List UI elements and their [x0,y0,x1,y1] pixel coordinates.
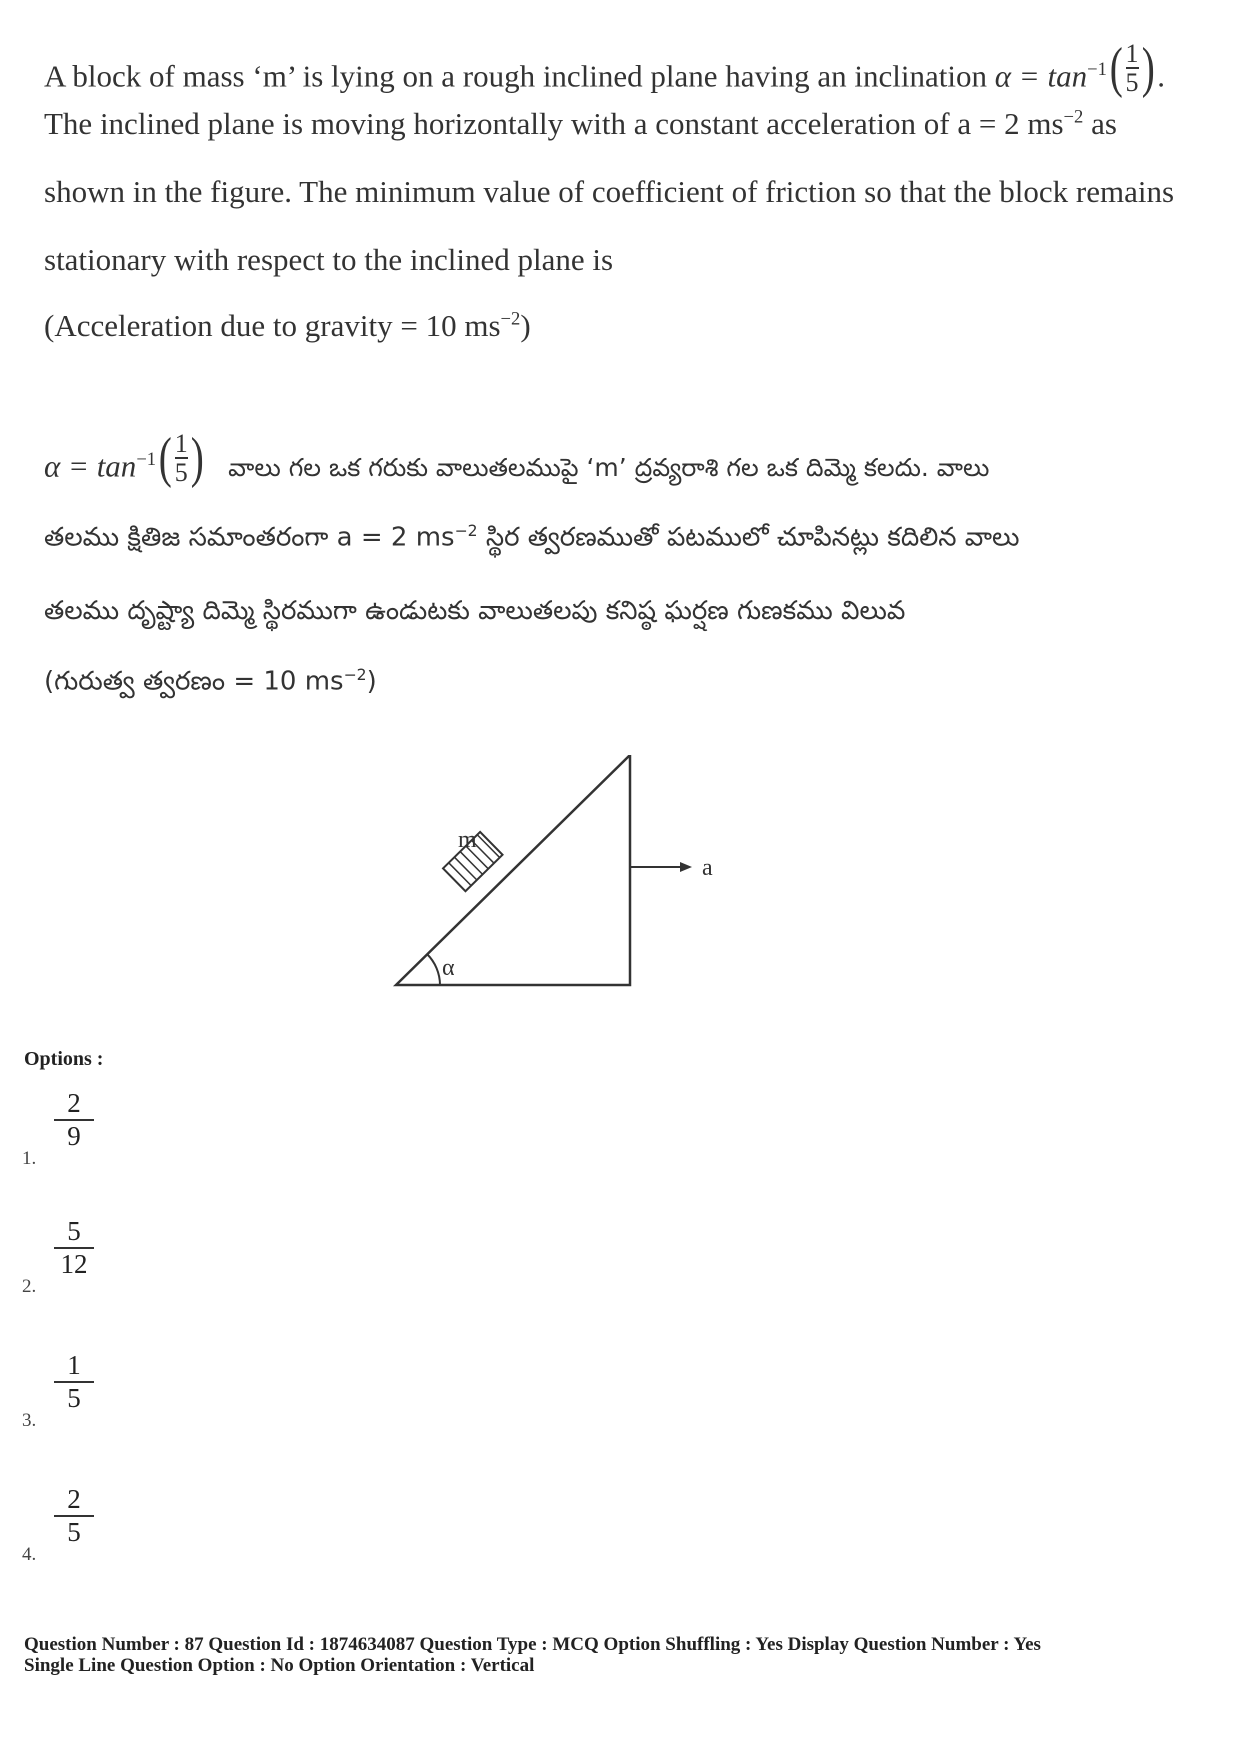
question-text: as [1083,106,1117,141]
option-number: 3. [22,1410,37,1431]
question-line-5 [44,308,531,344]
question-line-3: shown in the figure. The minimum value of coefficient of friction so that the block remains [44,174,1175,209]
fraction-numerator: 1 [174,429,188,458]
option-numerator: 2 [67,1088,81,1118]
fraction [175,430,188,487]
question-text: The inclined plane is moving horizontally with a constant acceleration of a = 2 ms [44,106,1064,141]
telugu-line-1 [44,427,990,490]
mass-label: m [458,827,477,853]
option-denominator: 12 [54,1247,94,1280]
telugu-line-4 [44,666,377,703]
option-fraction [54,1216,94,1280]
inverse-exponent: −1 [136,448,157,470]
arrow-head-icon [680,862,692,872]
telugu-text: ) [366,666,377,697]
telugu-line-3: తలము దృష్ట్యా దిమ్మె స్థిరముగా ఉండుటకు వాలుతలపు కనిష్ఠ ఘర్షణ గుణకము విలువ [44,596,906,626]
option-fraction [54,1484,94,1548]
options-title: Options : [24,1048,104,1070]
fraction-parenthesis: ( $\frac{1}{5}$ ) [158,427,204,490]
alpha-expression: α = tan [44,448,137,484]
fraction-parenthesis: ( $\frac{1}{5}$ ) [1109,37,1155,100]
question-line-1 [44,37,1165,100]
option-numerator: 2 [67,1484,81,1514]
option-denominator: 5 [54,1515,94,1548]
option-number: 1. [22,1148,37,1169]
question-line-2 [44,106,1117,142]
meta-line-1: Question Number : 87 Question Id : 1874634087 Question Type : MCQ Option Shuffling : Yes Display Question Number : Yes [24,1634,1041,1655]
acceleration-label: a [702,855,713,881]
meta-line-2: Single Line Question Option : No Option Orientation : Vertical [24,1655,535,1676]
angle-label: α [442,955,455,981]
telugu-line-2 [44,522,1019,559]
option-denominator: 9 [54,1119,94,1152]
question-text: (Acceleration due to gravity = 10 ms [44,308,501,343]
option-fraction [54,1350,94,1414]
question-meta [24,1634,1041,1676]
fraction-denominator: 5 [174,458,188,488]
option-number: 2. [22,1276,37,1297]
fraction [1126,40,1139,97]
question-text: ) [520,308,531,343]
option-fraction [54,1088,94,1152]
fraction-numerator: 1 [1125,39,1139,68]
question-text: A block of mass ‘m’ is lying on a rough inclined plane having an inclination [44,58,995,94]
question-line-4: stationary with respect to the inclined plane is [44,242,614,277]
option-numerator: 5 [67,1216,81,1246]
inclined-plane-figure [380,755,740,1005]
telugu-text: తలము క్షితిజ సమాంతరంగా a = 2 ms [44,522,455,553]
alpha-expression: α = tan [994,58,1088,94]
incline-triangle [396,755,630,985]
option-denominator: 5 [54,1381,94,1414]
telugu-text: వాలు గల ఒక గరుకు వాలుతలముపై ‘m’ ద్రవ్యరాశి గల ఒక దిమ్మె కలదు. వాలు [228,453,990,483]
exponent: −2 [343,666,367,684]
option-number: 4. [22,1544,37,1565]
angle-arc [427,954,440,985]
exponent: −2 [1063,106,1084,128]
fraction-denominator: 5 [1125,68,1139,98]
exponent: −2 [454,522,478,540]
exponent: −2 [500,308,521,330]
inverse-exponent: −1 [1087,58,1107,80]
telugu-text: స్థిర త్వరణముతో పటములో చూపినట్లు కదిలిన వాలు [477,522,1020,553]
telugu-text: (గురుత్వ త్వరణం = 10 ms [44,666,344,697]
question-text: . [1157,58,1165,94]
option-numerator: 1 [67,1350,81,1380]
